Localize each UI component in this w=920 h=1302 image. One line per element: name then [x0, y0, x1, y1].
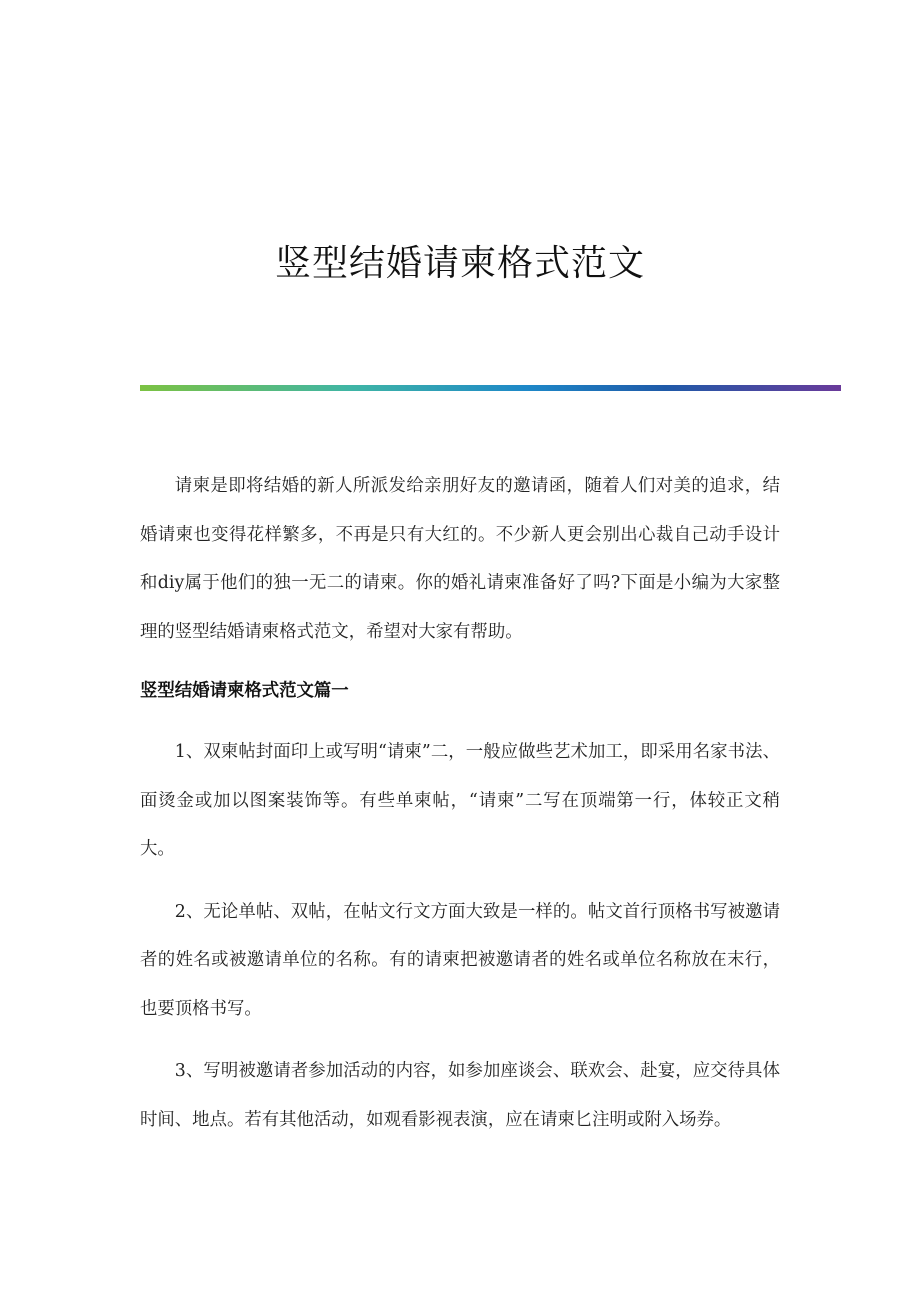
document-body — [140, 462, 780, 1158]
page-title: 竖型结婚请柬格式范文 — [274, 243, 645, 285]
gradient-divider — [140, 385, 841, 391]
list-item: 2、无论单帖、双帖，在帖文行文方面大致是一样的。帖文首行顶格书写被邀请者的姓名或被邀请单位的名称。有的请柬把被邀请者的姓名或单位名称放在末行，也要顶格书写。 — [140, 901, 780, 1019]
list-item: 1、双柬帖封面印上或写明“请柬”二，一般应做些艺术加工，即采用名家书法、面烫金或加以图案装饰等。有些单柬帖，“请柬”二写在顶端第一行，体较正文稍大。 — [140, 742, 780, 859]
list-item: 3、写明被邀请者参加活动的内容，如参加座谈会、联欢会、赴宴，应交待具体时间、地点。若有其他活动，如观看影视表演，应在请柬匕注明或附入场券。 — [140, 1061, 780, 1130]
section-heading: 竖型结婚请柬格式范文篇一 — [140, 681, 349, 701]
intro-paragraph: 请柬是即将结婚的新人所派发给亲朋好友的邀请函，随着人们对美的追求，结婚请柬也变得花样繁多，不再是只有大红的。不少新人更会别出心裁自己动手设计和diy属于他们的独一无二的请柬。你的婚礼请柬准备好了吗?下面是小编为大家整理的竖型结婚请柬格式范文，希望对大家有帮助。 — [140, 476, 780, 642]
